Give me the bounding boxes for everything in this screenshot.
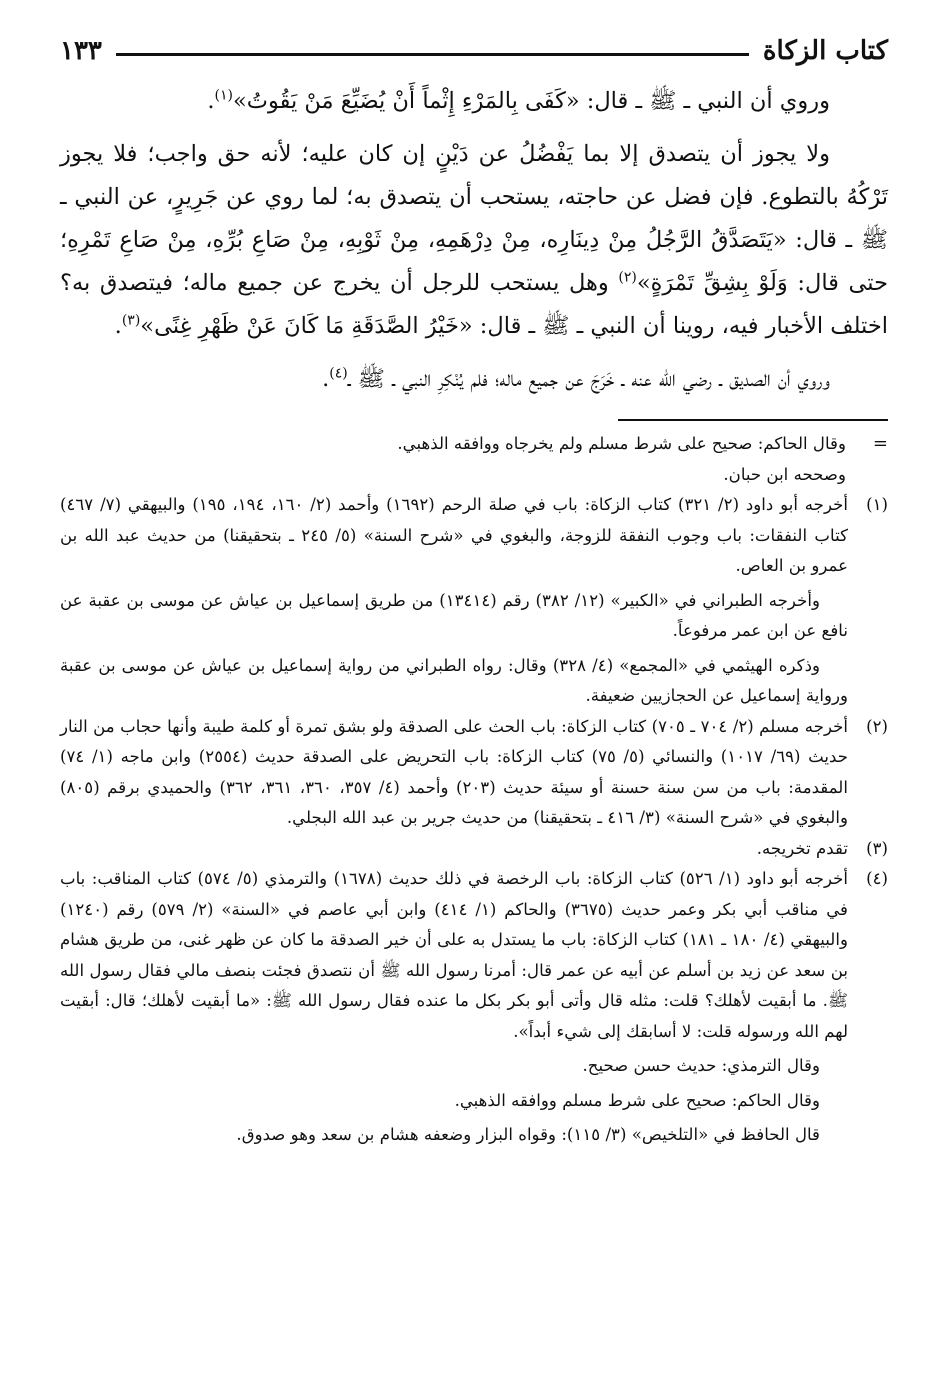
footnote-text: أخرجه أبو داود (١/ ٥٢٦) كتاب الزكاة: باب الرخصة في ذلك حديث (١٦٧٨) والترمذي (٥/ ٥٧٤) كتاب المناقب: باب في مناقب أبي بكر وعمر حديث (٣٦٧٥) والحاكم (١/ ٤١٤) وابن أبي عاصم في «السنة» (٢/ ٥٧٩) رقم (١٢٤٠) والبيهقي (٤/ ١٨٠ ـ ١٨١) كتاب الزكاة: باب ما يستدل به على أن خير الصدقة ما كان عن ظهر غنى، من طريق هشام بن سعد عن زيد بن أسلم عن أبيه عن عمر قال: أمرنا رسول الله ﷺ أن نتصدق فجئت بنصف مالي فقال رسول الله ﷺ. ما أبقيت لأهلك؟ قلت: مثله قال وأتى أبو بكر بكل ما عنده فقال رسول الله ﷺ: «ما أبقيت لأهلك؛ قال: أبقيت لهم الله ورسوله قلت: لا أسابقك إلى شيء أبداً». — [60, 869, 848, 1041]
body-paragraph: ولا يجوز أن يتصدق إلا بما يَفْضُلُ عن دَيْنٍ إن كان عليه؛ لأنه حق واجب؛ فلا يجوز تَرْكُهُ بالتطوع. فإن فضل عن حاجته، يستحب أن يتصدق به؛ لما روي عن جَرِيرٍ، عن النبي ـ ﷺ ـ قال: «يَتَصَدَّقُ الرَّجُلُ مِنْ دِينَارِه، مِنْ دِرْهَمِهِ، مِنْ ثَوْبِهِ، مِنْ صَاعِ بُرِّهِ، مِنْ صَاعِ تَمْرِهِ؛ حتى قال: وَلَوْ بِشِقِّ تَمْرَةٍ»$^{(٢)}$ وهل يستحب للرجل أن يخرج عن جميع ماله؛ فيتصدق به؟ اختلف الأخبار فيه، روينا أن النبي ـ ﷺ ـ قال: «خَيْرُ الصَّدَقَةِ مَا كَانَ عَنْ ظَهْرِ غِنًى»$^{(٣)}$. — [60, 141, 888, 339]
footnote-text: وذكره الهيثمي في «المجمع» (٤/ ٣٢٨) وقال: رواه الطبراني من رواية إسماعيل بن عياش عن موسى بن عقبة ورواية إسماعيل عن الحجازيين ضعيفة. — [60, 655, 848, 705]
body-paragraph: وروي أن النبي ـ ﷺ ـ قال: «كَفَى بِالمَرْءِ إِثْماً أَنْ يُضَيِّعَ مَنْ يَقُوتُ»$^{(١)}$. — [207, 87, 830, 114]
footnote-2 — [60, 712, 888, 834]
footnote-text: قال الحافظ في «التلخيص» (٣/ ١١٥): وقواه البزار وضعفه هشام بن سعد وهو صدوق. — [236, 1125, 820, 1144]
footnote-1 — [60, 490, 888, 712]
footnote-text: أخرجه أبو داود (٢/ ٣٢١) كتاب الزكاة: باب في صلة الرحم (١٦٩٢) وأحمد (٢/ ١٦٠، ١٩٤، ١٩٥) والبيهقي (٧/ ٤٦٧) كتاب النفقات: باب وجوب النفقة للزوجة، والبغوي في «شرح السنة» (٥/ ٢٤٥ ـ بتحقيقنا) من حديث عبد الله بن عمرو بن العاص. — [60, 495, 848, 575]
footnote-number: (٣) — [866, 838, 888, 858]
footnote-continuation: وقال الحاكم: صحيح على شرط مسلم ولم يخرجاه ووافقه الذهبي. — [397, 434, 846, 453]
running-header — [60, 28, 888, 74]
page-number: ١٣٣ — [60, 36, 102, 66]
book-page — [60, 28, 888, 1356]
footnote-number: (١) — [866, 495, 888, 514]
footnote-text: وأخرجه الطبراني في «الكبير» (١٢/ ٣٨٢) رقم (١٣٤١٤) من طريق إسماعيل بن عياش عن موسى بن عقبة عن نافع عن ابن عمر مرفوعاً. — [60, 590, 848, 640]
continuation-mark: = — [872, 433, 888, 454]
footnote-ref[interactable]: (٢) — [618, 269, 637, 286]
footnote-text: وقال الترمذي: حديث حسن صحيح. — [582, 1056, 820, 1075]
chapter-title: كتاب الزكاة — [762, 36, 888, 66]
footnote-ref[interactable]: (٣) — [121, 312, 141, 329]
footnote-4 — [60, 864, 888, 1151]
header-rule — [116, 53, 749, 56]
footnote-separator — [618, 419, 888, 421]
footnote-text: تقدم تخريجه. — [756, 838, 848, 858]
footnotes — [60, 429, 888, 1151]
main-text — [60, 80, 888, 401]
footnote-ref[interactable]: (١) — [214, 87, 234, 104]
footnote-number: (٢) — [866, 716, 888, 736]
footnote-3 — [60, 834, 888, 865]
footnote-text: وقال الحاكم: صحيح على شرط مسلم ووافقه الذهبي. — [454, 1090, 820, 1110]
footnote-ref[interactable]: (٤) — [329, 365, 348, 382]
footnote-text: أخرجه مسلم (٢/ ٧٠٤ ـ ٧٠٥) كتاب الزكاة: باب الحث على الصدقة ولو بشق تمرة أو كلمة طيبة وأنها حجاب من النار حديث (٦٩/ ١٠١٧) والنسائي (٥/ ٧٥) كتاب الزكاة: باب التحريض على الصدقة حديث (٢٥٥٤) وابن ماجه (١/ ٧٤) المقدمة: باب من سن سنة حسنة أو سيئة حديث (٢٠٣) وأحمد (٤/ ٣٥٧، ٣٦٠، ٣٦١، ٣٦٢) والحميدي برقم (٨٠٥) والبغوي في «شرح السنة» (٣/ ٤١٦ ـ بتحقيقنا) من حديث جرير بن عبد الله البجلي. — [60, 716, 849, 827]
body-paragraph: وروي أن الصديق ـ رضي الله عنه ـ خَرَجَ عن جميع ماله؛ فلم يُنْكِرِ النبي ـ ﷺ ـ$^{(٤)}$. — [322, 365, 830, 392]
footnote-continuation: وصححه ابن حبان. — [723, 464, 846, 484]
footnote-number: (٤) — [866, 869, 888, 888]
